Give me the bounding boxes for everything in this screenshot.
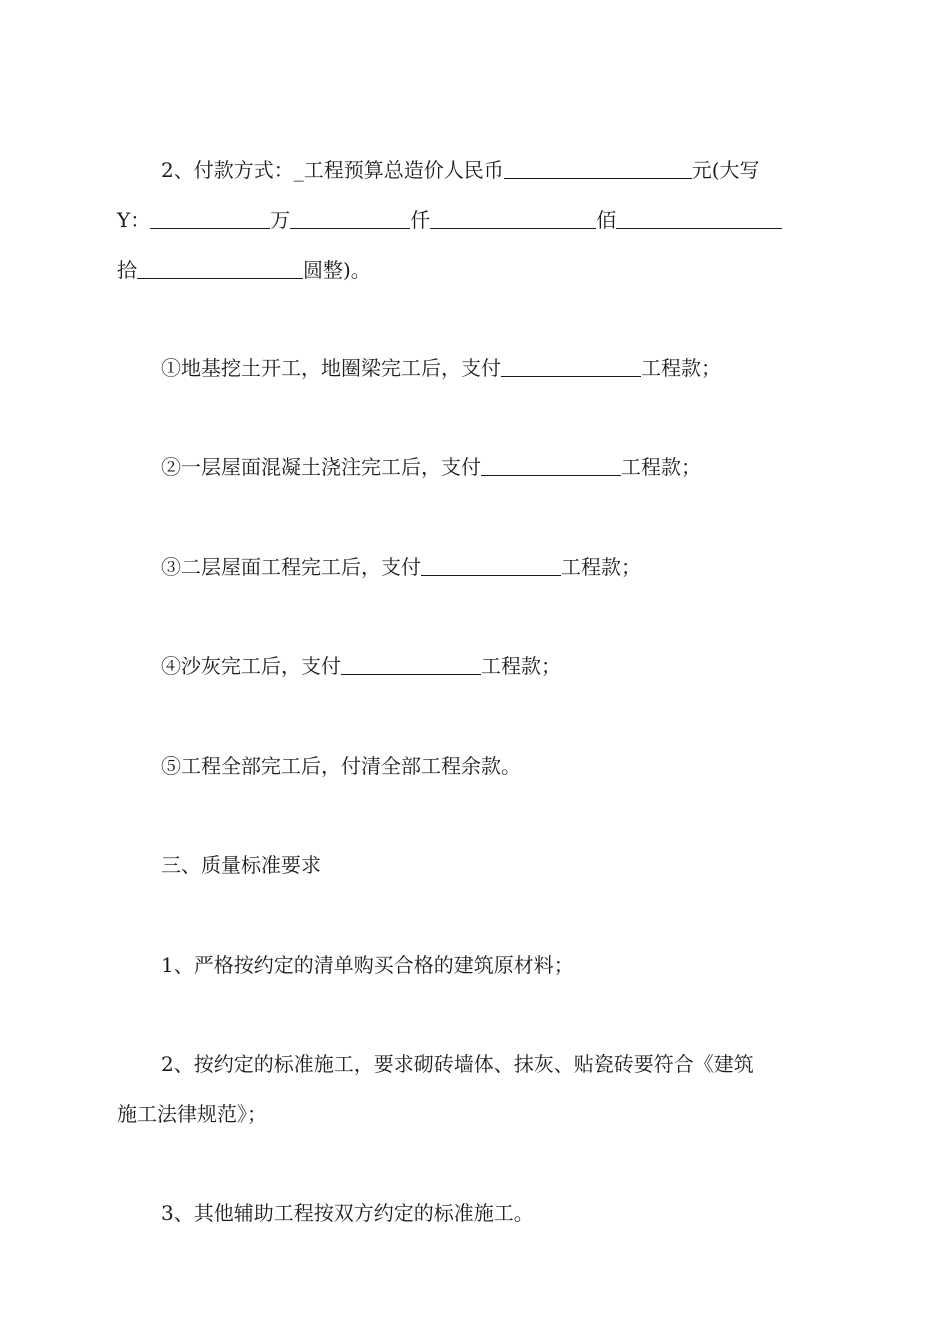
quality-item-2-line-2: 施工法律规范》； bbox=[117, 1102, 267, 1126]
stage-1-suffix: 工程款； bbox=[641, 356, 721, 380]
stage-2-suffix: 工程款； bbox=[621, 455, 701, 479]
stage-1-text: ①地基挖土开工，地圈梁完工后，支付 bbox=[161, 356, 501, 380]
payment-end-label: 圆整)。 bbox=[303, 258, 371, 282]
stage-3-blank bbox=[421, 555, 561, 576]
payment-yen-label: Y： bbox=[117, 208, 151, 232]
shi-pre-blank bbox=[616, 208, 782, 229]
stage-1-blank bbox=[501, 356, 641, 377]
quality-item-3 bbox=[117, 1188, 833, 1238]
payment-clause bbox=[117, 145, 833, 295]
payment-yuan-label: 元(大写 bbox=[691, 158, 760, 182]
payment-bai-label: 佰 bbox=[596, 208, 617, 232]
stage-4-text: ④沙灰完工后，支付 bbox=[161, 654, 341, 678]
stage-3 bbox=[117, 542, 833, 592]
stage-4-blank bbox=[341, 654, 481, 675]
quality-item-2 bbox=[117, 1039, 833, 1139]
stage-5 bbox=[117, 741, 833, 791]
stage-3-text: ③二层屋面工程完工后，支付 bbox=[161, 555, 421, 579]
payment-wan-label: 万 bbox=[270, 208, 291, 232]
quality-item-1-text: 1、严格按约定的清单购买合格的建筑原材料； bbox=[161, 953, 574, 977]
stage-5-text: ⑤工程全部完工后，付清全部工程余款。 bbox=[161, 754, 521, 778]
wan-blank bbox=[150, 208, 270, 229]
quality-section bbox=[117, 840, 833, 890]
quality-item-2-line-1: 2、按约定的标准施工，要求砌砖墙体、抹灰、贴瓷砖要符合《建筑 bbox=[161, 1052, 754, 1076]
stage-2-blank bbox=[481, 455, 621, 476]
qian-blank bbox=[290, 208, 410, 229]
quality-heading: 三、质量标准要求 bbox=[161, 853, 321, 877]
stage-2 bbox=[117, 442, 833, 492]
payment-shi-label: 拾 bbox=[117, 258, 137, 282]
payment-qian-label: 仟 bbox=[410, 208, 431, 232]
bai-blank bbox=[430, 208, 596, 229]
stage-4 bbox=[117, 641, 833, 691]
quality-item-1 bbox=[117, 940, 833, 990]
stage-1 bbox=[117, 343, 833, 393]
shi-blank bbox=[137, 258, 303, 279]
stage-2-text: ②一层屋面混凝土浇注完工后，支付 bbox=[161, 455, 481, 479]
quality-item-3-text: 3、其他辅助工程按双方约定的标准施工。 bbox=[161, 1201, 534, 1225]
total-amount-blank bbox=[504, 158, 692, 179]
payment-heading: 2、付款方式：_工程预算总造价人民币 bbox=[161, 158, 504, 182]
stage-3-suffix: 工程款； bbox=[561, 555, 641, 579]
stage-4-suffix: 工程款； bbox=[481, 654, 561, 678]
